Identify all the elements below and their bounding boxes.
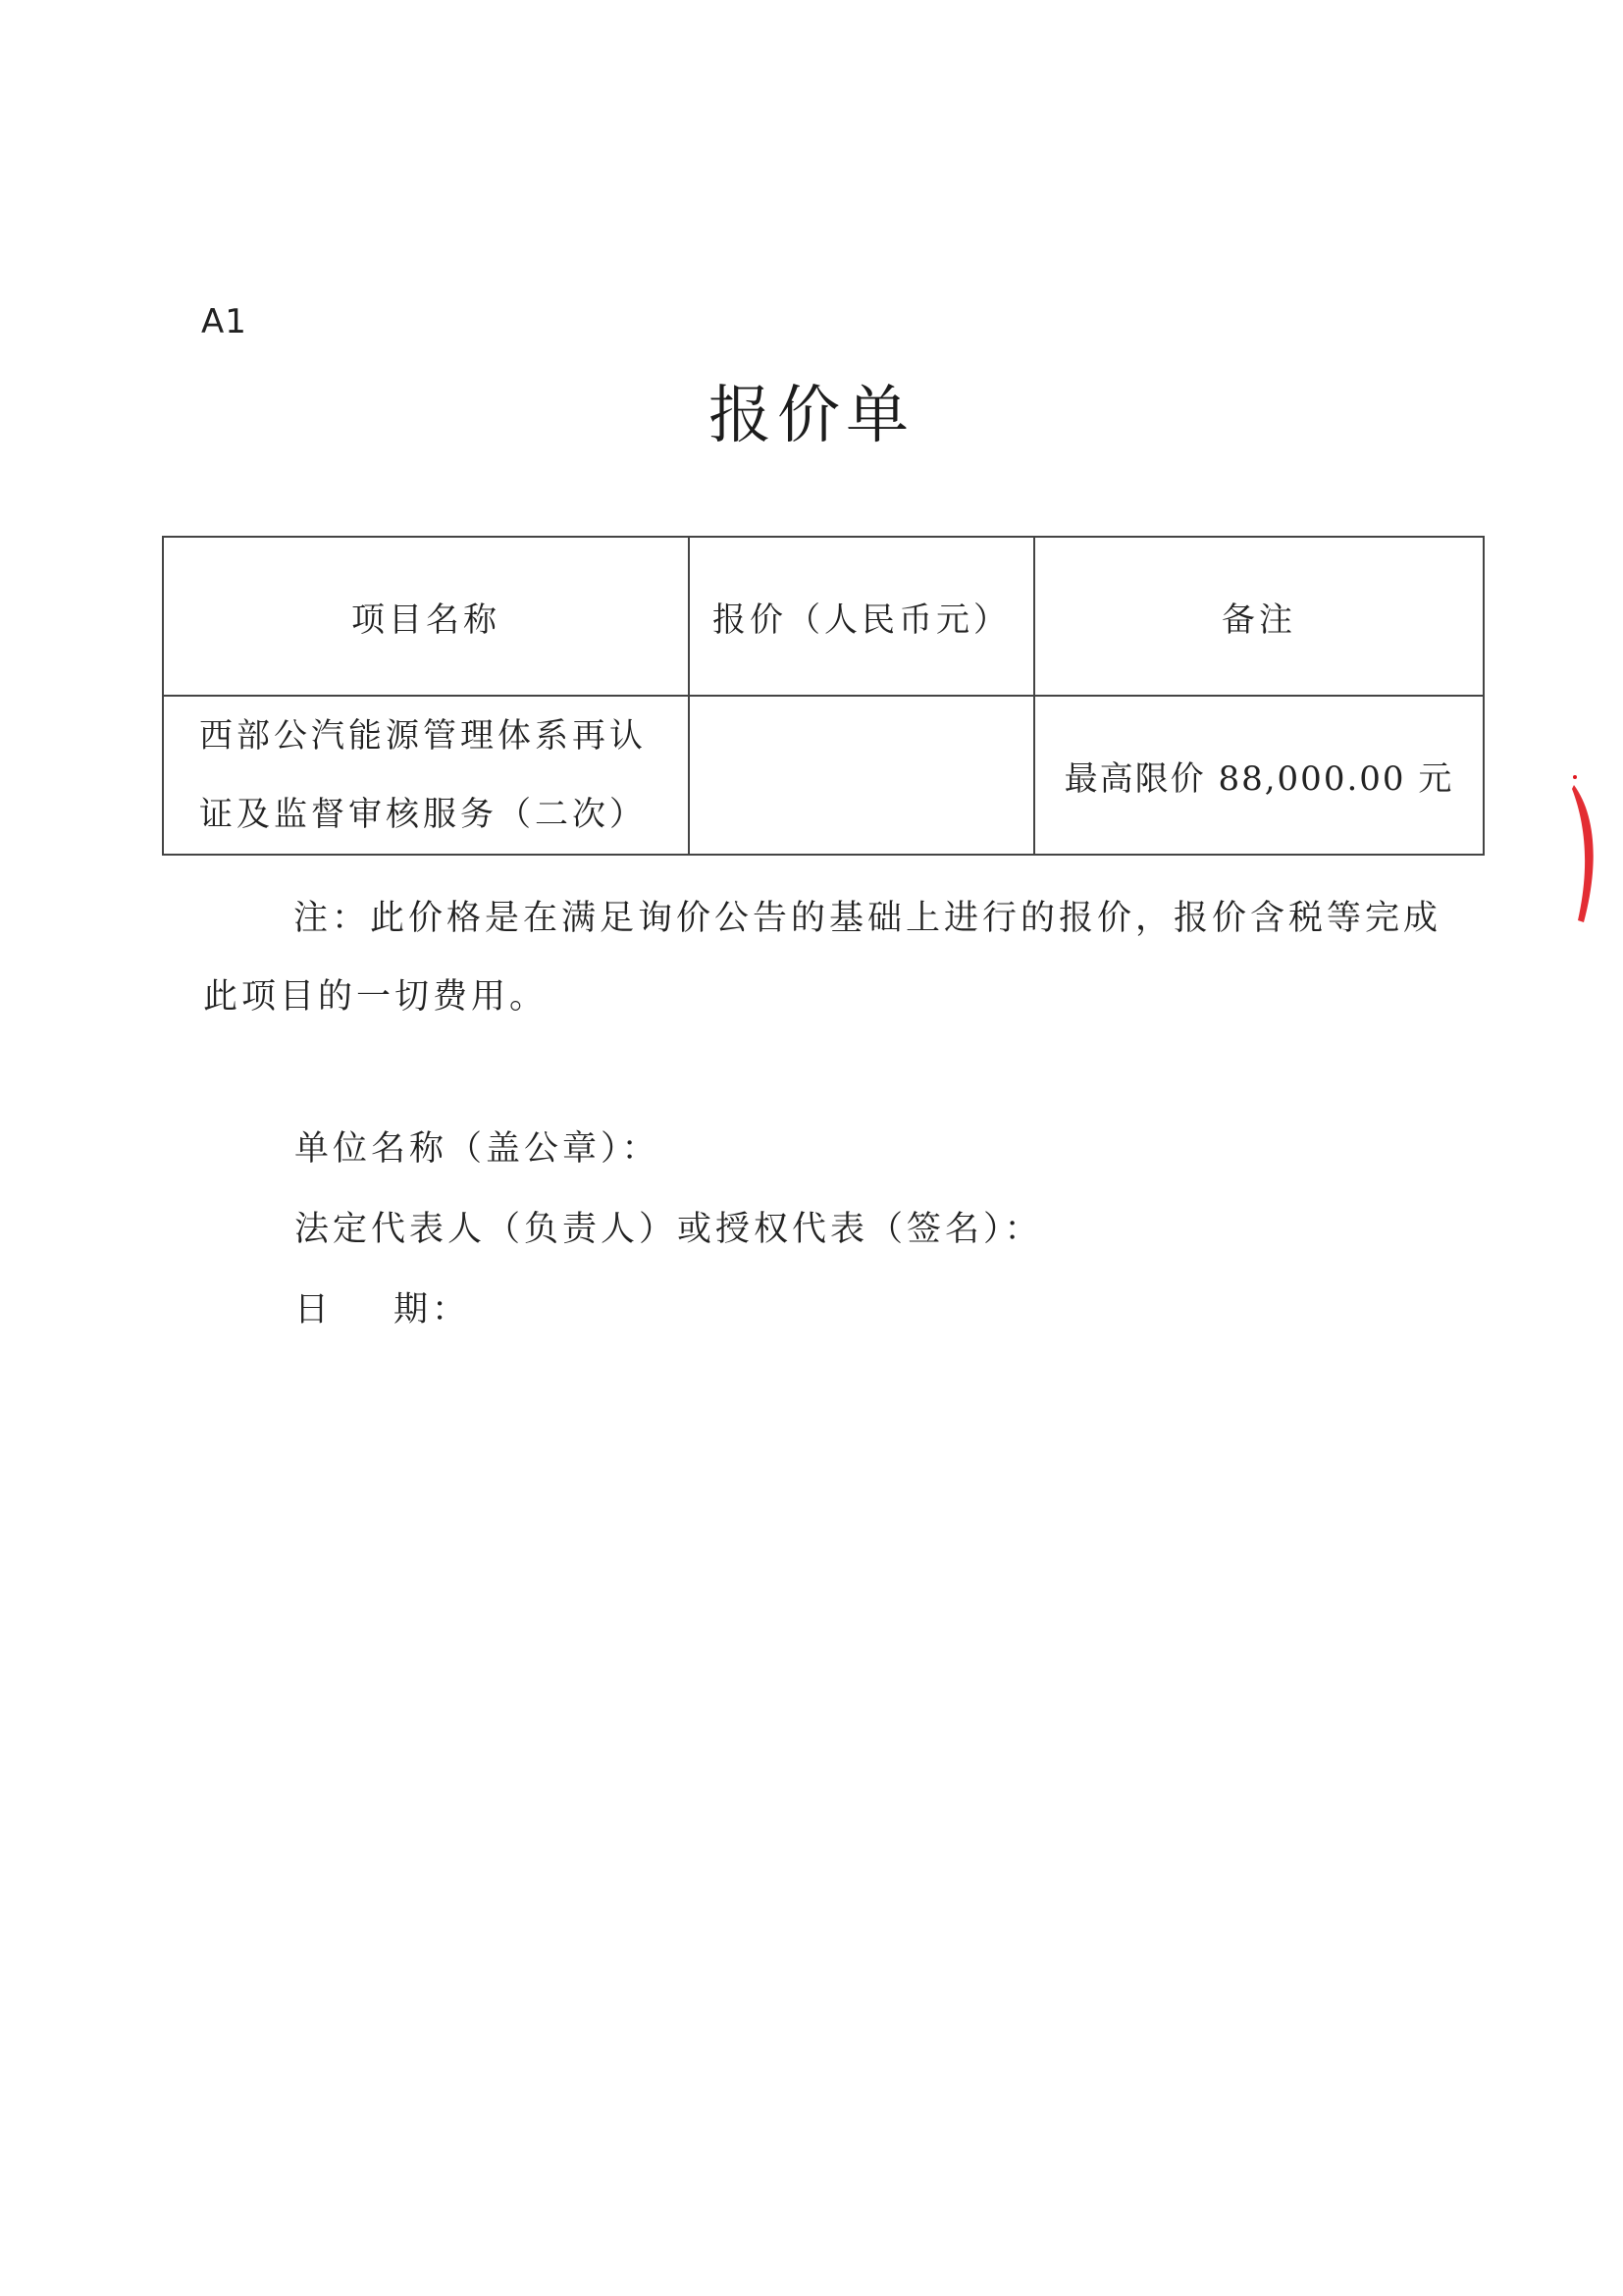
document-code: A1 bbox=[201, 302, 247, 341]
representative-label: 法定代表人（负责人）或授权代表（签名）： bbox=[294, 1210, 1043, 1249]
date-line bbox=[294, 1270, 1043, 1350]
quote-table bbox=[162, 536, 1485, 856]
table-row bbox=[163, 696, 1484, 855]
unit-name-label: 单位名称（盖公章）： bbox=[294, 1129, 660, 1169]
signature-block bbox=[294, 1109, 1043, 1350]
document-title: 报价单 bbox=[708, 380, 915, 452]
date-label-part2: 期： bbox=[393, 1290, 471, 1330]
header-project-name: 项目名称 bbox=[163, 537, 689, 696]
quote-cell[interactable] bbox=[689, 696, 1034, 855]
note-paragraph: 注：此价格是在满足询价公告的基础上进行的报价，报价含税等完成此项目的一切费用。 bbox=[203, 899, 1442, 1017]
table-header-row bbox=[163, 537, 1484, 696]
header-quote: 报价（人民币元） bbox=[689, 537, 1034, 696]
date-label-part1: 日 bbox=[294, 1290, 334, 1330]
project-name-cell: 西部公汽能源管理体系再认证及监督审核服务（二次） bbox=[163, 696, 689, 855]
remark-cell: 最高限价 88,000.00 元 bbox=[1034, 696, 1484, 855]
header-remark: 备注 bbox=[1034, 537, 1484, 696]
seal-stamp-edge bbox=[1566, 775, 1605, 932]
